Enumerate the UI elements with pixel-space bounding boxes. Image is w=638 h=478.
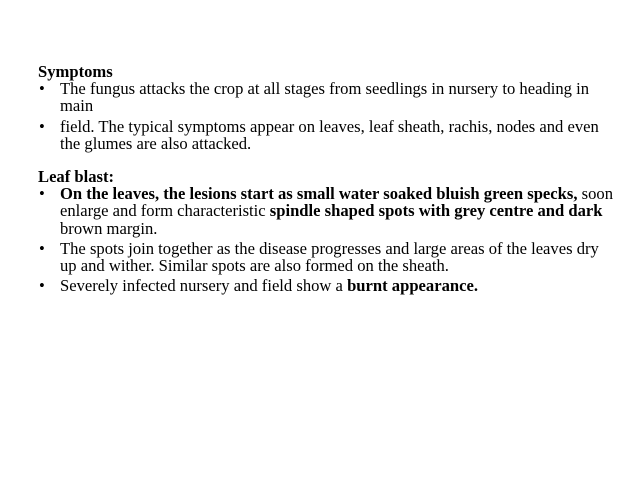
leaf-blast-bullet-3-bold: burnt appearance. (347, 276, 478, 296)
slide-content (38, 63, 618, 294)
leaf-blast-list (38, 185, 618, 294)
leaf-blast-bullet-1-bold-a: On the leaves, the lesions start as small water soaked bluish green specks, (60, 184, 578, 204)
leaf-blast-bullet-3 (38, 277, 618, 294)
leaf-blast-bullet-1-plain-a: soon enlarge and form characteristic (60, 184, 613, 221)
symptoms-list (38, 80, 618, 152)
section-gap (38, 152, 618, 168)
symptoms-bullet-2: • field. The typical symptoms appear on leaves, leaf sheath, rachis, nodes and even the glumes are also attacked. (38, 118, 618, 152)
symptoms-heading: Symptoms (38, 62, 113, 81)
leaf-blast-bullet-1 (38, 185, 618, 237)
leaf-blast-bullet-2: • The spots join together as the disease progresses and large areas of the leaves dry up and wither. Similar spots are also formed on the sheath. (38, 240, 618, 274)
symptoms-bullet-1: • The fungus attacks the crop at all stages from seedlings in nursery to heading in main (38, 80, 618, 114)
leaf-blast-bullet-1-bold-b: spindle shaped spots with grey centre and dark (269, 201, 603, 221)
leaf-blast-bullet-1-plain-b: brown margin. (60, 218, 158, 238)
leaf-blast-heading: Leaf blast: (38, 167, 115, 187)
leaf-blast-bullet-3-plain: Severely infected nursery and field show a (60, 276, 348, 296)
